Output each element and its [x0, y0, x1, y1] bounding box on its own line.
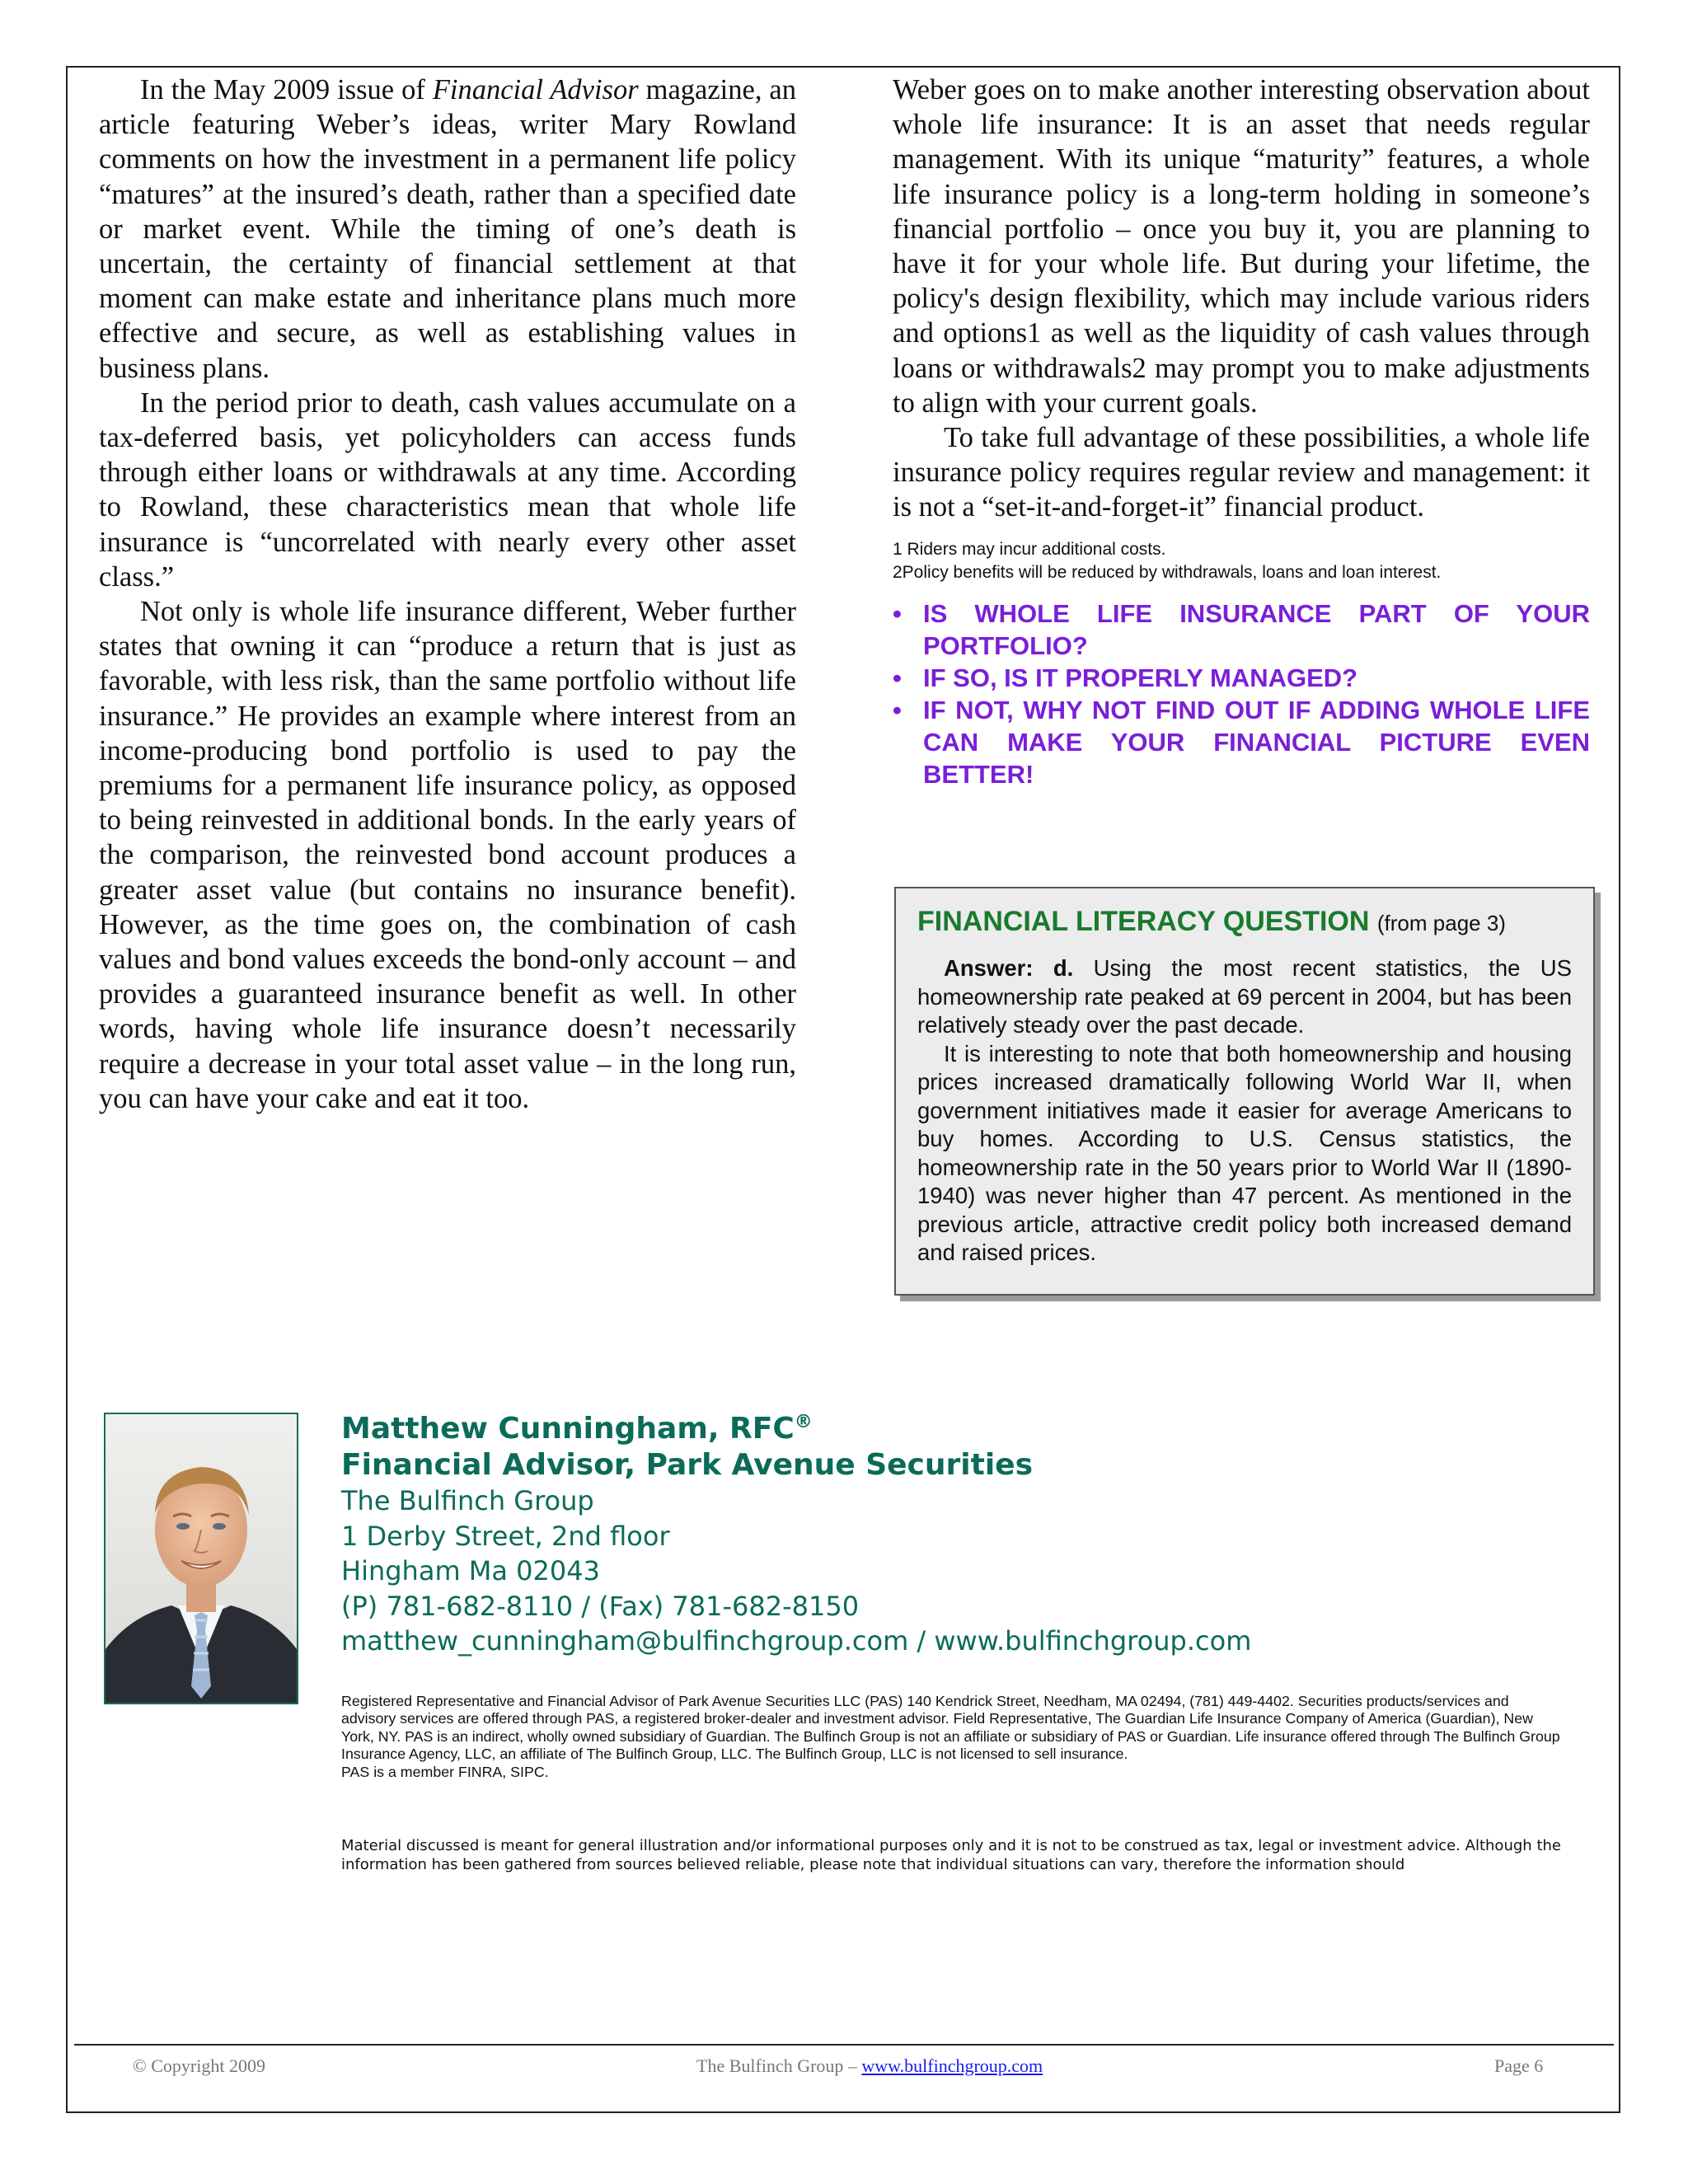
literacy-box-from: (from page 3)	[1376, 911, 1506, 935]
footnotes	[893, 538, 1590, 584]
bullet-item: • IF SO, IS IT PROPERLY MANAGED?	[893, 663, 1358, 692]
footnote-2: 2Policy benefits will be reduced by withdrawals, loans and loan interest.	[893, 562, 1442, 582]
bullet-dot-icon: •	[893, 695, 902, 724]
literacy-box-body	[917, 954, 1572, 1268]
footer-rule	[74, 2044, 1614, 2046]
right-paragraph-2: To take full advantage of these possibilities, a whole life insurance policy requires regular review and management: it is not a “set-it-and-forget-it” financial product.	[893, 422, 1590, 523]
right-column	[893, 73, 1590, 790]
bullet-item: • IS WHOLE LIFE INSURANCE PART OF YOUR PORTFOLIO?	[893, 598, 1590, 660]
bullet-dot-icon: •	[893, 598, 902, 628]
literacy-box-title: FINANCIAL LITERACY QUESTION (from page 3)	[917, 906, 1506, 937]
footer-center: The Bulfinch Group – www.bulfinchgroup.com	[696, 2055, 1043, 2076]
registered-mark: ®	[794, 1412, 813, 1432]
footer-copyright: © Copyright 2009	[133, 2055, 265, 2076]
advisor-city: Hingham Ma 02043	[341, 1555, 600, 1586]
financial-literacy-box	[894, 887, 1595, 1296]
right-paragraph-1: Weber goes on to make another interesting observation about whole life insurance: It is an asset that needs regular management. With its unique “maturity” features, a whole life insurance policy is a long-term holding in someone’s financial portfolio – once you buy it, you are planning to have it for your whole life. But during your lifetime, the policy's design flexibility, which may include various riders and options1 as well as the liquidity of cash values through loans or withdrawals2 may prompt you to make adjustments to align with your current goals.	[893, 74, 1590, 419]
disclaimer-paragraph: Registered Representative and Financial Advisor of Park Avenue Securities LLC (PAS) 140 Kendrick Street, Needham, MA 02494, (781) 449-4402. Securities products/services and advisory services are offered through PAS, a registered broker-dealer and investment advisor. Field Representative, The Guardian Life Insurance Company of America (Guardian), New York, NY. PAS is an indirect, wholly owned subsidiary of Guardian. The Bulfinch Group is not an affiliate or subsidiary of PAS or Guardian. Life insurance offered through The Bulfinch Group Insurance Agency, LLC, an affiliate of The Bulfinch Group, LLC. The Bulfinch Group, LLC is not licensed to sell insurance.	[341, 1693, 1560, 1763]
disclaimer-finra: PAS is a member FINRA, SIPC.	[341, 1763, 549, 1780]
left-paragraph-1: In the May 2009 issue of Financial Advisor magazine, an article featuring Weber’s ideas, writer Mary Rowland comments on how the investment in a permanent life policy “matures” at the insured’s death, rather than a specified date or market event. While the timing of one’s death is uncertain, the certainty of financial settlement at that moment can make estate and inheritance plans much more effective and secure, as well as establishing values in business plans.	[99, 74, 796, 384]
question-bullets	[893, 598, 1590, 790]
literacy-answer: Answer: d. Using the most recent statistics, the US homeownership rate peaked at 69 percent in 2004, but has been relatively steady over the past decade.	[917, 955, 1572, 1038]
footer-page-number: Page 6	[1494, 2055, 1544, 2076]
magazine-title: Financial Advisor	[432, 74, 639, 105]
advisor-photo	[104, 1413, 298, 1704]
left-column	[99, 73, 796, 1116]
footer-website-link[interactable]: www.bulfinchgroup.com	[861, 2055, 1043, 2076]
advisor-title: Financial Advisor, Park Avenue Securities	[341, 1448, 1034, 1482]
bullet-item: • IF NOT, WHY NOT FIND OUT IF ADDING WHOLE LIFE CAN MAKE YOUR FINANCIAL PICTURE EVEN BETTER!	[893, 695, 1590, 789]
advisor-email-web[interactable]: matthew_cunningham@bulfinchgroup.com / www.bulfinchgroup.com	[341, 1625, 1252, 1657]
bullet-dot-icon: •	[893, 663, 902, 692]
answer-label: Answer: d.	[944, 955, 1074, 981]
advisor-company: The Bulfinch Group	[341, 1485, 594, 1516]
material-disclaimer: Material discussed is meant for general illustration and/or informational purposes only and it is not to be construed as tax, legal or investment advice. Although the information has been gathered from sources believed reliable, please note that individual situations can vary, therefore the information should	[341, 1837, 1561, 1873]
advisor-street: 1 Derby Street, 2nd floor	[341, 1520, 670, 1552]
disclaimer	[341, 1693, 1561, 1781]
left-paragraph-3: Not only is whole life insurance different, Weber further states that owning it can “produce a return that is just as favorable, with less risk, than the same portfolio without life insurance.” He provides an example where interest from an income-producing bond portfolio is used to pay the premiums for a permanent life insurance policy, as opposed to being reinvested in additional bonds. In the early years of the comparison, the reinvested bond account produces a greater asset value (but contains no insurance benefit). However, as the time goes on, the combination of cash values and bond values exceeds the bond-only account – and provides a guaranteed insurance benefit as well. In other words, having whole life insurance doesn’t necessarily require a decrease in your total asset value – in the long run, you can have your cake and eat it too.	[99, 596, 796, 1114]
left-paragraph-2: In the period prior to death, cash values accumulate on a tax-deferred basis, yet policyholders can access funds through either loans or withdrawals at any time. According to Rowland, these characteristics mean that whole life insurance is “uncorrelated with nearly every other asset class.”	[99, 387, 796, 593]
advisor-contact	[341, 1404, 1578, 1659]
advisor-phone: (P) 781-682-8110 / (Fax) 781-682-8150	[341, 1590, 860, 1622]
footnote-1: 1 Riders may incur additional costs.	[893, 539, 1166, 559]
literacy-paragraph-2: It is interesting to note that both homeownership and housing prices increased dramatically following World War II, when government initiatives made it easier for average Americans to buy homes. According to U.S. Census statistics, the homeownership rate in the 50 years prior to World War II (1890-1940) was never higher than 47 percent. As mentioned in the previous article, attractive credit policy both increased demand and raised prices.	[917, 1040, 1572, 1265]
advisor-name: Matthew Cunningham, RFC®	[341, 1412, 813, 1446]
